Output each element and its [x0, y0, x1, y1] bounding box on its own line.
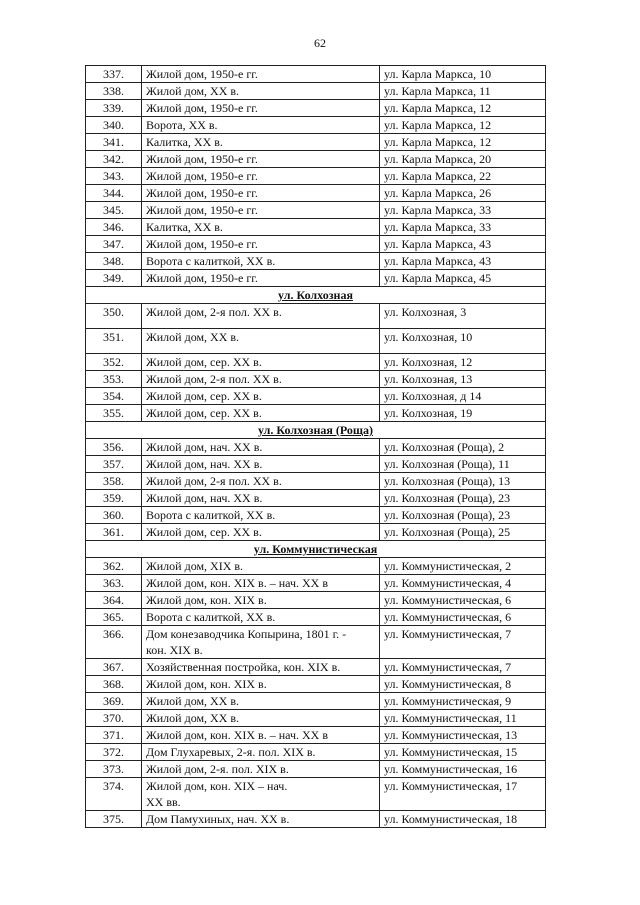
table-row — [86, 524, 546, 541]
table-row — [86, 202, 546, 219]
object-description: Жилой дом, 2-я пол. XX в. — [142, 304, 380, 329]
object-description: Жилой дом, 1950-е гг. — [142, 168, 380, 185]
object-address: ул. Колхозная, д 14 — [380, 388, 546, 405]
object-number: 358. — [86, 473, 142, 490]
object-number: 347. — [86, 236, 142, 253]
object-number: 342. — [86, 151, 142, 168]
object-number: 350. — [86, 304, 142, 329]
table-row — [86, 66, 546, 83]
table-row — [86, 744, 546, 761]
object-number: 364. — [86, 592, 142, 609]
object-address: ул. Карла Маркса, 33 — [380, 202, 546, 219]
object-address: ул. Карла Маркса, 45 — [380, 270, 546, 287]
object-address: ул. Колхозная, 10 — [380, 329, 546, 354]
street-section-title: ул. Колхозная (Роща) — [86, 422, 546, 439]
object-number: 368. — [86, 676, 142, 693]
table-row — [86, 710, 546, 727]
object-address: ул. Коммунистическая, 11 — [380, 710, 546, 727]
table-row — [86, 388, 546, 405]
object-address: ул. Карла Маркса, 26 — [380, 185, 546, 202]
object-address: ул. Коммунистическая, 13 — [380, 727, 546, 744]
object-address: ул. Колхозная (Роща), 23 — [380, 507, 546, 524]
object-address: ул. Карла Маркса, 43 — [380, 236, 546, 253]
object-number: 340. — [86, 117, 142, 134]
object-description: Жилой дом, XX в. — [142, 693, 380, 710]
object-description: Жилой дом, сер. XX в. — [142, 524, 380, 541]
object-number: 348. — [86, 253, 142, 270]
object-number: 362. — [86, 558, 142, 575]
object-address: ул. Коммунистическая, 17 — [380, 778, 546, 811]
object-description: Жилой дом, нач. XX в. — [142, 439, 380, 456]
object-description: Жилой дом, 2-я пол. XX в. — [142, 371, 380, 388]
object-description: Жилой дом, 1950-е гг. — [142, 100, 380, 117]
object-address: ул. Карла Маркса, 33 — [380, 219, 546, 236]
street-section-row — [86, 422, 546, 439]
object-address: ул. Карла Маркса, 12 — [380, 100, 546, 117]
object-description: Жилой дом, 1950-е гг. — [142, 202, 380, 219]
street-section-title: ул. Колхозная — [86, 287, 546, 304]
table-row — [86, 151, 546, 168]
object-description: Жилой дом, кон. XIX – нач. XX вв. — [142, 778, 380, 811]
object-number: 341. — [86, 134, 142, 151]
object-number: 349. — [86, 270, 142, 287]
object-description: Жилой дом, 1950-е гг. — [142, 151, 380, 168]
object-address: ул. Коммунистическая, 15 — [380, 744, 546, 761]
page-number: 62 — [314, 36, 326, 50]
table-row — [86, 117, 546, 134]
table-row — [86, 811, 546, 828]
object-description: Жилой дом, 1950-е гг. — [142, 236, 380, 253]
table-row — [86, 490, 546, 507]
object-number: 339. — [86, 100, 142, 117]
object-description: Жилой дом, кон. XIX в. – нач. XX в — [142, 575, 380, 592]
object-address: ул. Карла Маркса, 43 — [380, 253, 546, 270]
object-description: Жилой дом, XX в. — [142, 329, 380, 354]
table-row — [86, 329, 546, 354]
table-row — [86, 693, 546, 710]
table-row — [86, 456, 546, 473]
object-description: Ворота с калиткой, XX в. — [142, 253, 380, 270]
object-description: Ворота с калиткой, XX в. — [142, 609, 380, 626]
object-description: Жилой дом, 1950-е гг. — [142, 185, 380, 202]
object-address: ул. Колхозная, 3 — [380, 304, 546, 329]
object-address: ул. Коммунистическая, 7 — [380, 659, 546, 676]
object-address: ул. Коммунистическая, 7 — [380, 626, 546, 659]
object-number: 374. — [86, 778, 142, 811]
object-number: 363. — [86, 575, 142, 592]
object-description: Жилой дом, кон. XIX в. — [142, 592, 380, 609]
object-description: Жилой дом, сер. XX в. — [142, 388, 380, 405]
table-row — [86, 473, 546, 490]
object-address: ул. Коммунистическая, 8 — [380, 676, 546, 693]
table-row — [86, 219, 546, 236]
object-description: Хозяйственная постройка, кон. XIX в. — [142, 659, 380, 676]
object-number: 344. — [86, 185, 142, 202]
object-description: Жилой дом, 1950-е гг. — [142, 66, 380, 83]
object-number: 369. — [86, 693, 142, 710]
object-description: Жилой дом, кон. XIX в. — [142, 676, 380, 693]
table-row — [86, 507, 546, 524]
object-address: ул. Коммунистическая, 6 — [380, 592, 546, 609]
object-number: 351. — [86, 329, 142, 354]
street-section-row — [86, 287, 546, 304]
object-address: ул. Карла Маркса, 12 — [380, 117, 546, 134]
object-description: Жилой дом, 1950-е гг. — [142, 270, 380, 287]
table-row — [86, 304, 546, 329]
object-address: ул. Коммунистическая, 16 — [380, 761, 546, 778]
object-address: ул. Колхозная (Роща), 11 — [380, 456, 546, 473]
object-address: ул. Колхозная (Роща), 23 — [380, 490, 546, 507]
table-row — [86, 168, 546, 185]
object-description: Жилой дом, сер. XX в. — [142, 354, 380, 371]
heritage-objects-table — [85, 65, 546, 828]
object-description: Калитка, XX в. — [142, 219, 380, 236]
object-number: 370. — [86, 710, 142, 727]
object-number: 361. — [86, 524, 142, 541]
object-address: ул. Коммунистическая, 6 — [380, 609, 546, 626]
object-number: 375. — [86, 811, 142, 828]
object-description: Ворота, XX в. — [142, 117, 380, 134]
table-row — [86, 236, 546, 253]
table-row — [86, 439, 546, 456]
object-number: 338. — [86, 83, 142, 100]
object-number: 337. — [86, 66, 142, 83]
object-description: Дом конезаводчика Копырина, 1801 г. - кон. XIX в. — [142, 626, 380, 659]
table-row — [86, 727, 546, 744]
object-number: 371. — [86, 727, 142, 744]
object-number: 359. — [86, 490, 142, 507]
object-number: 356. — [86, 439, 142, 456]
object-address: ул. Колхозная, 19 — [380, 405, 546, 422]
object-number: 367. — [86, 659, 142, 676]
object-number: 345. — [86, 202, 142, 219]
object-address: ул. Колхозная, 12 — [380, 354, 546, 371]
object-number: 360. — [86, 507, 142, 524]
table-row — [86, 270, 546, 287]
table-row — [86, 354, 546, 371]
object-number: 355. — [86, 405, 142, 422]
object-description: Дом Памухиных, нач. XX в. — [142, 811, 380, 828]
table-row — [86, 778, 546, 811]
object-number: 343. — [86, 168, 142, 185]
table-row — [86, 134, 546, 151]
object-number: 357. — [86, 456, 142, 473]
object-description: Жилой дом, нач. XX в. — [142, 490, 380, 507]
object-description: Ворота с калиткой, XX в. — [142, 507, 380, 524]
object-address: ул. Коммунистическая, 2 — [380, 558, 546, 575]
object-description: Жилой дом, 2-я. пол. XIX в. — [142, 761, 380, 778]
object-description: Жилой дом, XX в. — [142, 83, 380, 100]
object-address: ул. Коммунистическая, 4 — [380, 575, 546, 592]
object-address: ул. Карла Маркса, 22 — [380, 168, 546, 185]
object-description: Жилой дом, нач. XX в. — [142, 456, 380, 473]
table-row — [86, 371, 546, 388]
table-row — [86, 592, 546, 609]
table-row — [86, 83, 546, 100]
object-description: Жилой дом, XIX в. — [142, 558, 380, 575]
object-address: ул. Колхозная, 13 — [380, 371, 546, 388]
object-address: ул. Карла Маркса, 10 — [380, 66, 546, 83]
table-row — [86, 609, 546, 626]
object-number: 346. — [86, 219, 142, 236]
object-number: 352. — [86, 354, 142, 371]
table-row — [86, 659, 546, 676]
object-number: 354. — [86, 388, 142, 405]
table-row — [86, 100, 546, 117]
object-description: Жилой дом, 2-я пол. XX в. — [142, 473, 380, 490]
table-row — [86, 253, 546, 270]
object-description: Дом Глухаревых, 2-я. пол. XIX в. — [142, 744, 380, 761]
table-row — [86, 761, 546, 778]
object-address: ул. Карла Маркса, 20 — [380, 151, 546, 168]
object-number: 365. — [86, 609, 142, 626]
object-address: ул. Карла Маркса, 12 — [380, 134, 546, 151]
table-row — [86, 405, 546, 422]
object-address: ул. Колхозная (Роща), 2 — [380, 439, 546, 456]
object-address: ул. Коммунистическая, 9 — [380, 693, 546, 710]
object-address: ул. Колхозная (Роща), 13 — [380, 473, 546, 490]
object-number: 373. — [86, 761, 142, 778]
object-description: Жилой дом, сер. XX в. — [142, 405, 380, 422]
object-address: ул. Коммунистическая, 18 — [380, 811, 546, 828]
object-number: 353. — [86, 371, 142, 388]
object-number: 366. — [86, 626, 142, 659]
object-address: ул. Карла Маркса, 11 — [380, 83, 546, 100]
object-description: Жилой дом, XX в. — [142, 710, 380, 727]
table-row — [86, 575, 546, 592]
object-description: Калитка, XX в. — [142, 134, 380, 151]
object-number: 372. — [86, 744, 142, 761]
object-address: ул. Колхозная (Роща), 25 — [380, 524, 546, 541]
table-row — [86, 185, 546, 202]
table-row — [86, 558, 546, 575]
street-section-title: ул. Коммунистическая — [86, 541, 546, 558]
table-row — [86, 676, 546, 693]
table-row — [86, 626, 546, 659]
street-section-row — [86, 541, 546, 558]
object-description: Жилой дом, кон. XIX в. – нач. XX в — [142, 727, 380, 744]
